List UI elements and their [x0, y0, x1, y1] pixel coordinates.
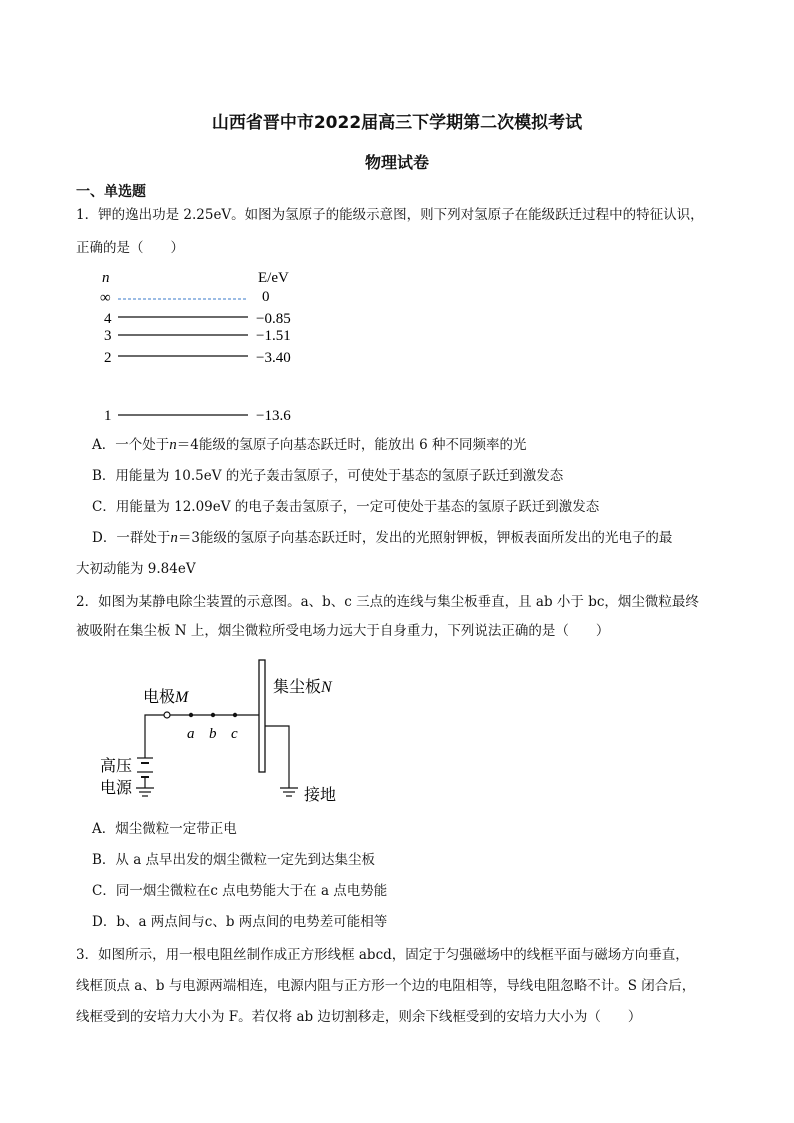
q1-stem-line2: 正确的是（ ） [76, 240, 184, 256]
exam-subtitle: 物理试卷 [364, 153, 429, 172]
level-e-4: −0.85 [256, 311, 291, 327]
q2-option-d: D．b、a 两点间与c、b 两点间的电势差可能相等 [92, 914, 388, 930]
point-c-dot [233, 713, 237, 717]
collector-plate [259, 660, 265, 772]
hv-label-2: 电源 [100, 780, 133, 797]
level-e-1: −13.6 [256, 408, 291, 424]
level-n-2: 2 [104, 350, 112, 366]
q2-stem-line1: 2．如图为某静电除尘装置的示意图。a、b、c 三点的连线与集尘板垂直，且 ab 小于 bc，烟尘微粒最终 [76, 594, 699, 610]
q1-option-d: D．一群处于n＝3能级的氢原子向基态跃迁时，发出的光照射钾板，钾板表面所发出的光电子的最 [92, 530, 673, 546]
point-b-dot [211, 713, 215, 717]
q1-option-d-line2: 大初动能为 9.84eV [76, 561, 196, 577]
q3-stem-line2: 线框顶点 a、b 与电源两端相连，电源内阻与正方形一个边的电阻相等，导线电阻忽略不计。S 闭合后， [76, 978, 696, 994]
section-heading: 一、单选题 [76, 184, 146, 200]
hv-wire [145, 715, 164, 758]
precipitator-diagram [96, 655, 356, 815]
q1-stem-line1: 1．钾的逸出功是 2.25eV。如图为氢原子的能级示意图，则下列对氢原子在能级跃迁过程中的特征认识， [76, 207, 704, 223]
q3-stem-line1: 3．如图所示，用一根电阻丝制作成正方形线框 abcd，固定于匀强磁场中的线框平面与磁场方向垂直， [76, 947, 689, 963]
point-b-label: b [209, 726, 217, 742]
plate-label: 集尘板N [273, 679, 332, 696]
plate-ground-wire [265, 726, 289, 788]
hv-label-1: 高压 [100, 758, 133, 775]
n-axis-label: n [102, 270, 110, 286]
level-n-4: 4 [104, 311, 112, 327]
electrode-terminal [164, 712, 170, 718]
q1-option-b: B．用能量为 10.5eV 的光子轰击氢原子，可使处于基态的氢原子跃迁到激发态 [92, 468, 564, 484]
level-e-inf: 0 [262, 289, 270, 305]
q2-option-a: A．烟尘微粒一定带正电 [92, 821, 237, 837]
q1-option-c: C．用能量为 12.09eV 的电子轰击氢原子，一定可使处于基态的氢原子跃迁到激发态 [92, 499, 600, 515]
q2-stem-line2: 被吸附在集尘板 N 上，烟尘微粒所受电场力远大于自身重力，下列说法正确的是（ ） [76, 623, 610, 639]
level-n-inf: ∞ [100, 290, 111, 306]
q3-stem-line3: 线框受到的安培力大小为 F。若仅将 ab 边切割移走，则余下线框受到的安培力大小为（ ） [76, 1009, 642, 1025]
point-a-label: a [187, 726, 195, 742]
point-a-dot [189, 713, 193, 717]
level-n-1: 1 [104, 408, 112, 424]
q2-option-b: B．从 a 点早出发的烟尘微粒一定先到达集尘板 [92, 852, 376, 868]
point-c-label: c [231, 726, 238, 742]
e-axis-label: E/eV [258, 270, 289, 286]
energy-level-diagram [90, 262, 320, 432]
level-e-3: −1.51 [256, 328, 291, 344]
exam-title: 山西省晋中市2022届高三下学期第二次模拟考试 [211, 113, 583, 133]
q1-option-a: A．一个处于n＝4能级的氢原子向基态跃迁时，能放出 6 种不同频率的光 [92, 437, 527, 453]
electrode-label: 电极M [143, 689, 189, 706]
ground-label: 接地 [304, 787, 337, 804]
level-e-2: −3.40 [256, 350, 291, 366]
q2-option-c: C．同一烟尘微粒在c 点电势能大于在 a 点电势能 [92, 883, 388, 899]
level-n-3: 3 [104, 328, 112, 344]
